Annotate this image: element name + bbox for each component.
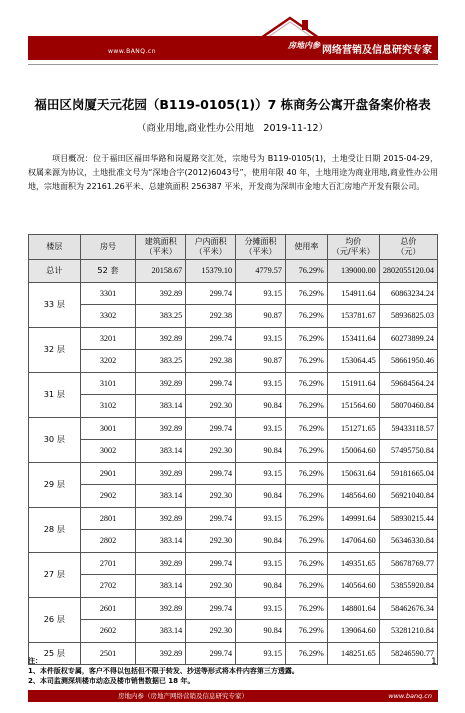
shared-cell: 93.15: [236, 417, 286, 440]
rate-cell: 76.29%: [285, 395, 327, 418]
rate-cell: 76.29%: [285, 282, 327, 305]
floor-cell: 25 层: [29, 642, 81, 665]
shared-cell: 93.15: [236, 642, 286, 665]
sum-cell: 57495750.84: [379, 440, 437, 463]
rate-cell: 76.29%: [285, 597, 327, 620]
room-cell: 2501: [80, 642, 136, 665]
shared-cell: 90.84: [236, 395, 286, 418]
sum-cell: 60273899.24: [379, 327, 437, 350]
shared-cell: 93.15: [236, 552, 286, 575]
table-row: [29, 395, 438, 418]
floor-cell: 28 层: [29, 507, 81, 552]
room-cell: 2602: [80, 620, 136, 643]
table-body: [29, 260, 438, 665]
sum-cell: 53855920.84: [379, 575, 437, 598]
table-row: [29, 327, 438, 350]
avg-cell: 153064.45: [327, 350, 379, 373]
gross-cell: 383.14: [136, 620, 186, 643]
room-cell: 2701: [80, 552, 136, 575]
rate-cell: 76.29%: [285, 260, 327, 283]
room-cell: 2702: [80, 575, 136, 598]
avg-cell: 140564.60: [327, 575, 379, 598]
avg-cell: 148564.60: [327, 485, 379, 508]
gross-cell: 383.14: [136, 575, 186, 598]
avg-cell: 139064.60: [327, 620, 379, 643]
column-header: 楼层: [29, 235, 81, 260]
shared-cell: 90.87: [236, 350, 286, 373]
avg-cell: 149991.64: [327, 507, 379, 530]
shared-cell: 90.84: [236, 440, 286, 463]
column-header: 均价 （元/平米）: [327, 235, 379, 260]
shared-cell: 90.84: [236, 575, 286, 598]
gross-cell: 392.89: [136, 372, 186, 395]
price-table: [28, 234, 438, 665]
table-row: [29, 620, 438, 643]
gross-cell: 392.89: [136, 507, 186, 530]
shared-cell: 93.15: [236, 282, 286, 305]
sum-cell: 60863234.24: [379, 282, 437, 305]
inner-cell: 292.38: [186, 305, 236, 328]
header-banner: [28, 36, 438, 60]
inner-cell: 299.74: [186, 552, 236, 575]
avg-cell: 151271.65: [327, 417, 379, 440]
inner-cell: 292.30: [186, 440, 236, 463]
brand-name: 房地内参: [288, 41, 320, 50]
room-cell: 2902: [80, 485, 136, 508]
sum-cell: 58661950.46: [379, 350, 437, 373]
gross-cell: 383.25: [136, 305, 186, 328]
avg-cell: 153411.64: [327, 327, 379, 350]
inner-cell: 15379.10: [186, 260, 236, 283]
note-item: 1、本件版权专属，客户不得以包括但不限于转发、抄送等形式将本件内容第三方透露。: [28, 667, 299, 675]
table-row: [29, 575, 438, 598]
avg-cell: 149351.65: [327, 552, 379, 575]
shared-cell: 93.15: [236, 507, 286, 530]
avg-cell: 147064.60: [327, 530, 379, 553]
shared-cell: 90.84: [236, 485, 286, 508]
room-cell: 3102: [80, 395, 136, 418]
column-header: 使用率: [285, 235, 327, 260]
rate-cell: 76.29%: [285, 485, 327, 508]
sum-cell: 58936825.03: [379, 305, 437, 328]
page-number: 1: [431, 657, 437, 667]
shared-cell: 93.15: [236, 372, 286, 395]
brand-url: www.BANQ.cn: [108, 48, 157, 55]
gross-cell: 392.89: [136, 327, 186, 350]
avg-cell: 148251.65: [327, 642, 379, 665]
avg-cell: 150631.64: [327, 462, 379, 485]
inner-cell: 292.30: [186, 530, 236, 553]
footer-url: www.banq.cn: [388, 692, 432, 700]
sum-cell: 59684564.24: [379, 372, 437, 395]
table-row: [29, 485, 438, 508]
room-cell: 3202: [80, 350, 136, 373]
avg-cell: 139000.00: [327, 260, 379, 283]
document-title: 福田区岗厦天元花园（B119-0105(1)）7 栋商务公寓开盘备案价格表: [34, 97, 431, 112]
gross-cell: 383.14: [136, 395, 186, 418]
gross-cell: 383.25: [136, 350, 186, 373]
gross-cell: 392.89: [136, 282, 186, 305]
sum-cell: 56346330.84: [379, 530, 437, 553]
table-header-row: [29, 235, 438, 260]
inner-cell: 299.74: [186, 642, 236, 665]
brand-slogan: 网络营销及信息研究专家: [322, 45, 432, 56]
inner-cell: 299.74: [186, 462, 236, 485]
gross-cell: 383.14: [136, 485, 186, 508]
gross-cell: 392.89: [136, 642, 186, 665]
avg-cell: 148801.64: [327, 597, 379, 620]
room-cell: 2601: [80, 597, 136, 620]
rate-cell: 76.29%: [285, 507, 327, 530]
gross-cell: 392.89: [136, 417, 186, 440]
rate-cell: 76.29%: [285, 575, 327, 598]
rate-cell: 76.29%: [285, 552, 327, 575]
column-header: 户内面积 （平米）: [186, 235, 236, 260]
gross-cell: 383.14: [136, 440, 186, 463]
shared-cell: 93.15: [236, 462, 286, 485]
gross-cell: 392.89: [136, 462, 186, 485]
column-header: 建筑面积 （平米）: [136, 235, 186, 260]
avg-cell: 151911.64: [327, 372, 379, 395]
table-row: [29, 462, 438, 485]
floor-cell: 29 层: [29, 462, 81, 507]
sum-cell: 56921040.84: [379, 485, 437, 508]
shared-cell: 90.84: [236, 530, 286, 553]
table-row: [29, 282, 438, 305]
column-header: 房号: [80, 235, 136, 260]
rate-cell: 76.29%: [285, 642, 327, 665]
room-cell: 3001: [80, 417, 136, 440]
room-cell: 3002: [80, 440, 136, 463]
inner-cell: 299.74: [186, 282, 236, 305]
note-item: 2、本司监测深圳楼市动态及楼市销售数据已 18 年。: [28, 677, 195, 685]
room-cell: 3301: [80, 282, 136, 305]
floor-cell: 32 层: [29, 327, 81, 372]
sum-cell: 59181665.04: [379, 462, 437, 485]
avg-cell: 153781.67: [327, 305, 379, 328]
gross-cell: 20158.67: [136, 260, 186, 283]
inner-cell: 292.30: [186, 485, 236, 508]
rate-cell: 76.29%: [285, 417, 327, 440]
inner-cell: 299.74: [186, 372, 236, 395]
rate-cell: 76.29%: [285, 327, 327, 350]
gross-cell: 392.89: [136, 597, 186, 620]
sum-cell: 58678769.77: [379, 552, 437, 575]
shared-cell: 93.15: [236, 327, 286, 350]
gross-cell: 383.14: [136, 530, 186, 553]
sum-cell: 53281210.84: [379, 620, 437, 643]
table-row: [29, 507, 438, 530]
sum-cell: 58070460.84: [379, 395, 437, 418]
inner-cell: 299.74: [186, 597, 236, 620]
floor-cell: 26 层: [29, 597, 81, 642]
shared-cell: 4779.57: [236, 260, 286, 283]
inner-cell: 299.74: [186, 507, 236, 530]
sum-cell: 58930215.44: [379, 507, 437, 530]
rate-cell: 76.29%: [285, 620, 327, 643]
table-row: [29, 440, 438, 463]
rate-cell: 76.29%: [285, 305, 327, 328]
rate-cell: 76.29%: [285, 530, 327, 553]
floor-cell: 31 层: [29, 372, 81, 417]
inner-cell: 299.74: [186, 417, 236, 440]
shared-cell: 90.87: [236, 305, 286, 328]
sum-cell: 2802055120.04: [379, 260, 437, 283]
avg-cell: 150064.60: [327, 440, 379, 463]
rate-cell: 76.29%: [285, 462, 327, 485]
room-cell: 3302: [80, 305, 136, 328]
document-subtitle: （商业用地,商业性办公用地 2019-11-12）: [136, 123, 329, 134]
sum-cell: 58462676.34: [379, 597, 437, 620]
notes-section: [28, 656, 438, 686]
inner-cell: 292.38: [186, 350, 236, 373]
table-row: [29, 530, 438, 553]
inner-cell: 292.30: [186, 620, 236, 643]
floor-cell: 总计: [29, 260, 81, 283]
column-header: 总价 （元）: [379, 235, 437, 260]
footer-brand: 房地内参（房地产网络营销及信息研究专家）: [118, 692, 248, 700]
table-row: [29, 417, 438, 440]
sum-cell: 58246590.77: [379, 642, 437, 665]
room-cell: 52 套: [80, 260, 136, 283]
table-row: [29, 372, 438, 395]
rate-cell: 76.29%: [285, 372, 327, 395]
shared-cell: 90.84: [236, 620, 286, 643]
shared-cell: 93.15: [236, 597, 286, 620]
inner-cell: 299.74: [186, 327, 236, 350]
avg-cell: 151564.60: [327, 395, 379, 418]
room-cell: 2802: [80, 530, 136, 553]
table-row-total: [29, 260, 438, 283]
column-header: 分摊面积 （平米）: [236, 235, 286, 260]
floor-cell: 33 层: [29, 282, 81, 327]
avg-cell: 154911.64: [327, 282, 379, 305]
room-cell: 3201: [80, 327, 136, 350]
inner-cell: 292.30: [186, 395, 236, 418]
sum-cell: 59433118.57: [379, 417, 437, 440]
notes-label: 注：: [28, 657, 42, 665]
floor-cell: 27 层: [29, 552, 81, 597]
table-row: [29, 552, 438, 575]
table-row: [29, 350, 438, 373]
room-cell: 2801: [80, 507, 136, 530]
footer-banner: [28, 690, 438, 702]
room-cell: 3101: [80, 372, 136, 395]
gross-cell: 392.89: [136, 552, 186, 575]
inner-cell: 292.30: [186, 575, 236, 598]
rate-cell: 76.29%: [285, 350, 327, 373]
table-row: [29, 305, 438, 328]
floor-cell: 30 层: [29, 417, 81, 462]
rate-cell: 76.29%: [285, 440, 327, 463]
header-divider: [28, 64, 438, 65]
table-row: [29, 597, 438, 620]
project-overview: 项目概况：位于福田区福田华路和岗厦路交汇处，宗地号为 B119-0105(1)，土地受让日期 2015-04-29，权属来源为协议，土地批准文号为“深地合字(2012)6043号”，使用年限 40 年，土地用途为商业用地,商业性办公用地，宗地面积为 22161.26平米、总建筑面积 256387 平米，开发商为深圳市金地大百汇房地产开发有限公司。: [28, 154, 438, 191]
room-cell: 2901: [80, 462, 136, 485]
